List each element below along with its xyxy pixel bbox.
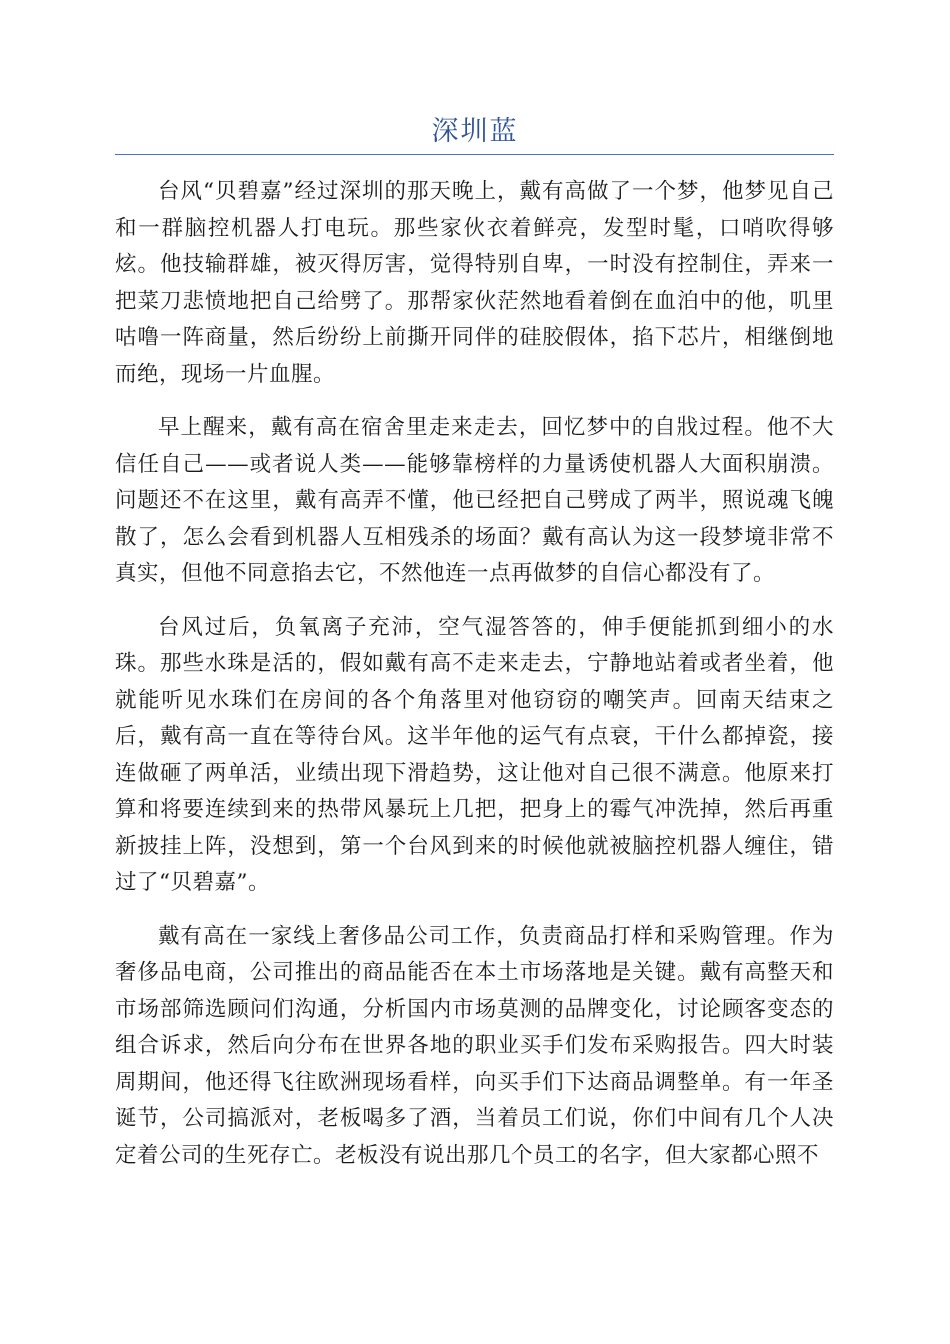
- paragraph-1: 台风“贝碧嘉”经过深圳的那天晚上，戴有高做了一个梦，他梦见自己和一群脑控机器人打电玩。那些家伙衣着鲜亮，发型时髦，口哨吹得够炫。他技输群雄，被灭得厉害，觉得特别自卑，一时没有控制住，弄来一把菜刀悲愤地把自己给劈了。那帮家伙茫然地看着倒在血泊中的他，叽里咕噜一阵商量，然后纷纷上前撕开同伴的硅胶假体，掐下芯片，相继倒地而绝，现场一片血腥。: [115, 179, 834, 387]
- paragraph-3: 台风过后，负氧离子充沛，空气湿答答的，伸手便能抓到细小的水珠。那些水珠是活的，假如戴有高不走来走去，宁静地站着或者坐着，他就能听见水珠们在房间的各个角落里对他窃窃的嘲笑声。回南天结束之后，戴有高一直在等待台风。这半年他的运气有点衰，干什么都掉瓷，接连做砸了两单活，业绩出现下滑趋势，这让他对自己很不满意。他原来打算和将要连续到来的热带风暴玩上几把，把身上的霉气冲洗掉，然后再重新披挂上阵，没想到，第一个台风到来的时候他就被脑控机器人缠住，错过了“贝碧嘉”。: [115, 614, 834, 895]
- page-title: 深圳蓝: [431, 116, 519, 147]
- title-underline: [115, 154, 834, 155]
- article-body: [115, 174, 834, 1191]
- paragraph-4: 戴有高在一家线上奢侈品公司工作，负责商品打样和采购管理。作为奢侈品电商，公司推出的商品能否在本土市场落地是关键。戴有高整天和市场部筛选顾问们沟通，分析国内市场莫测的品牌变化，讨论顾客变态的组合诉求，然后向分布在世界各地的职业买手们发布采购报告。四大时装周期间，他还得飞往欧洲现场看样，向买手们下达商品调整单。有一年圣诞节，公司搞派对，老板喝多了酒，当着员工们说，你们中间有几个人决定着公司的生死存亡。老板没有说出那几个员工的名字，但大家都心照不: [115, 923, 834, 1168]
- paragraph-2: 早上醒来，戴有高在宿舍里走来走去，回忆梦中的自戕过程。他不大信任自己——或者说人类——能够靠榜样的力量诱使机器人大面积崩溃。问题还不在这里，戴有高弄不懂，他已经把自己劈成了两半，照说魂飞魄散了，怎么会看到机器人互相残杀的场面？戴有高认为这一段梦境非常不真实，但他不同意掐去它，不然他连一点再做梦的自信心都没有了。: [115, 415, 834, 586]
